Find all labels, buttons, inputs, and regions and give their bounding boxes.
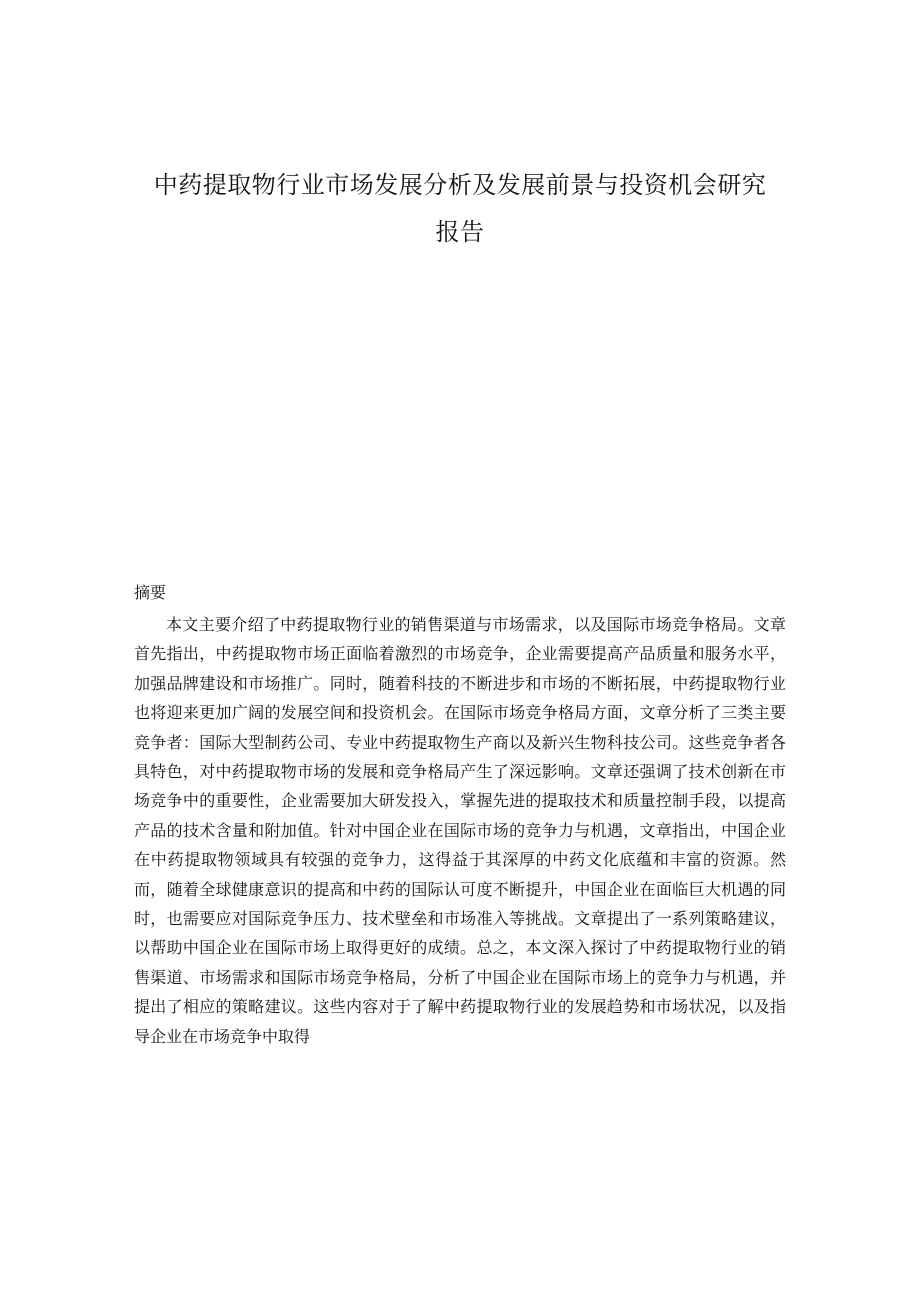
abstract-heading: 摘要 xyxy=(134,583,167,602)
document-title: 中药提取物行业市场发展分析及发展前景与投资机会研究报告 xyxy=(153,171,767,246)
abstract-paragraph: 本文主要介绍了中药提取物行业的销售渠道与市场需求，以及国际市场竞争格局。文章首先指出，中药提取物市场正面临着激烈的市场竞争，企业需要提高产品质量和服务水平，加强品牌建设和市场推广。同时，随着科技的不断进步和市场的不断拓展，中药提取物行业也将迎来更加广阔的发展空间和投资机会。在国际市场竞争格局方面，文章分析了三类主要竞争者：国际大型制药公司、专业中药提取物生产商以及新兴生物科技公司。这些竞争者各具特色，对中药提取物市场的发展和竞争格局产生了深远影响。文章还强调了技术创新在市场竞争中的重要性，企业需要加大研发投入，掌握先进的提取技术和质量控制手段，以提高产品的技术含量和附加值。针对中国企业在国际市场的竞争力与机遇，文章指出，中国企业在中药提取物领域具有较强的竞争力，这得益于其深厚的中药文化底蕴和丰富的资源。然而，随着全球健康意识的提高和中药的国际认可度不断提升，中国企业在面临巨大机遇的同时，也需要应对国际竞争压力、技术壁垒和市场准入等挑战。文章提出了一系列策略建议，以帮助中国企业在国际市场上取得更好的成绩。总之，本文深入探讨了中药提取物行业的销售渠道、市场需求和国际市场竞争格局，分析了中国企业在国际市场上的竞争力与机遇，并提出了相应的策略建议。这些内容对于了解中药提取物行业的发展趋势和市场状况，以及指导企业在市场竞争中取得 xyxy=(134,615,786,1046)
